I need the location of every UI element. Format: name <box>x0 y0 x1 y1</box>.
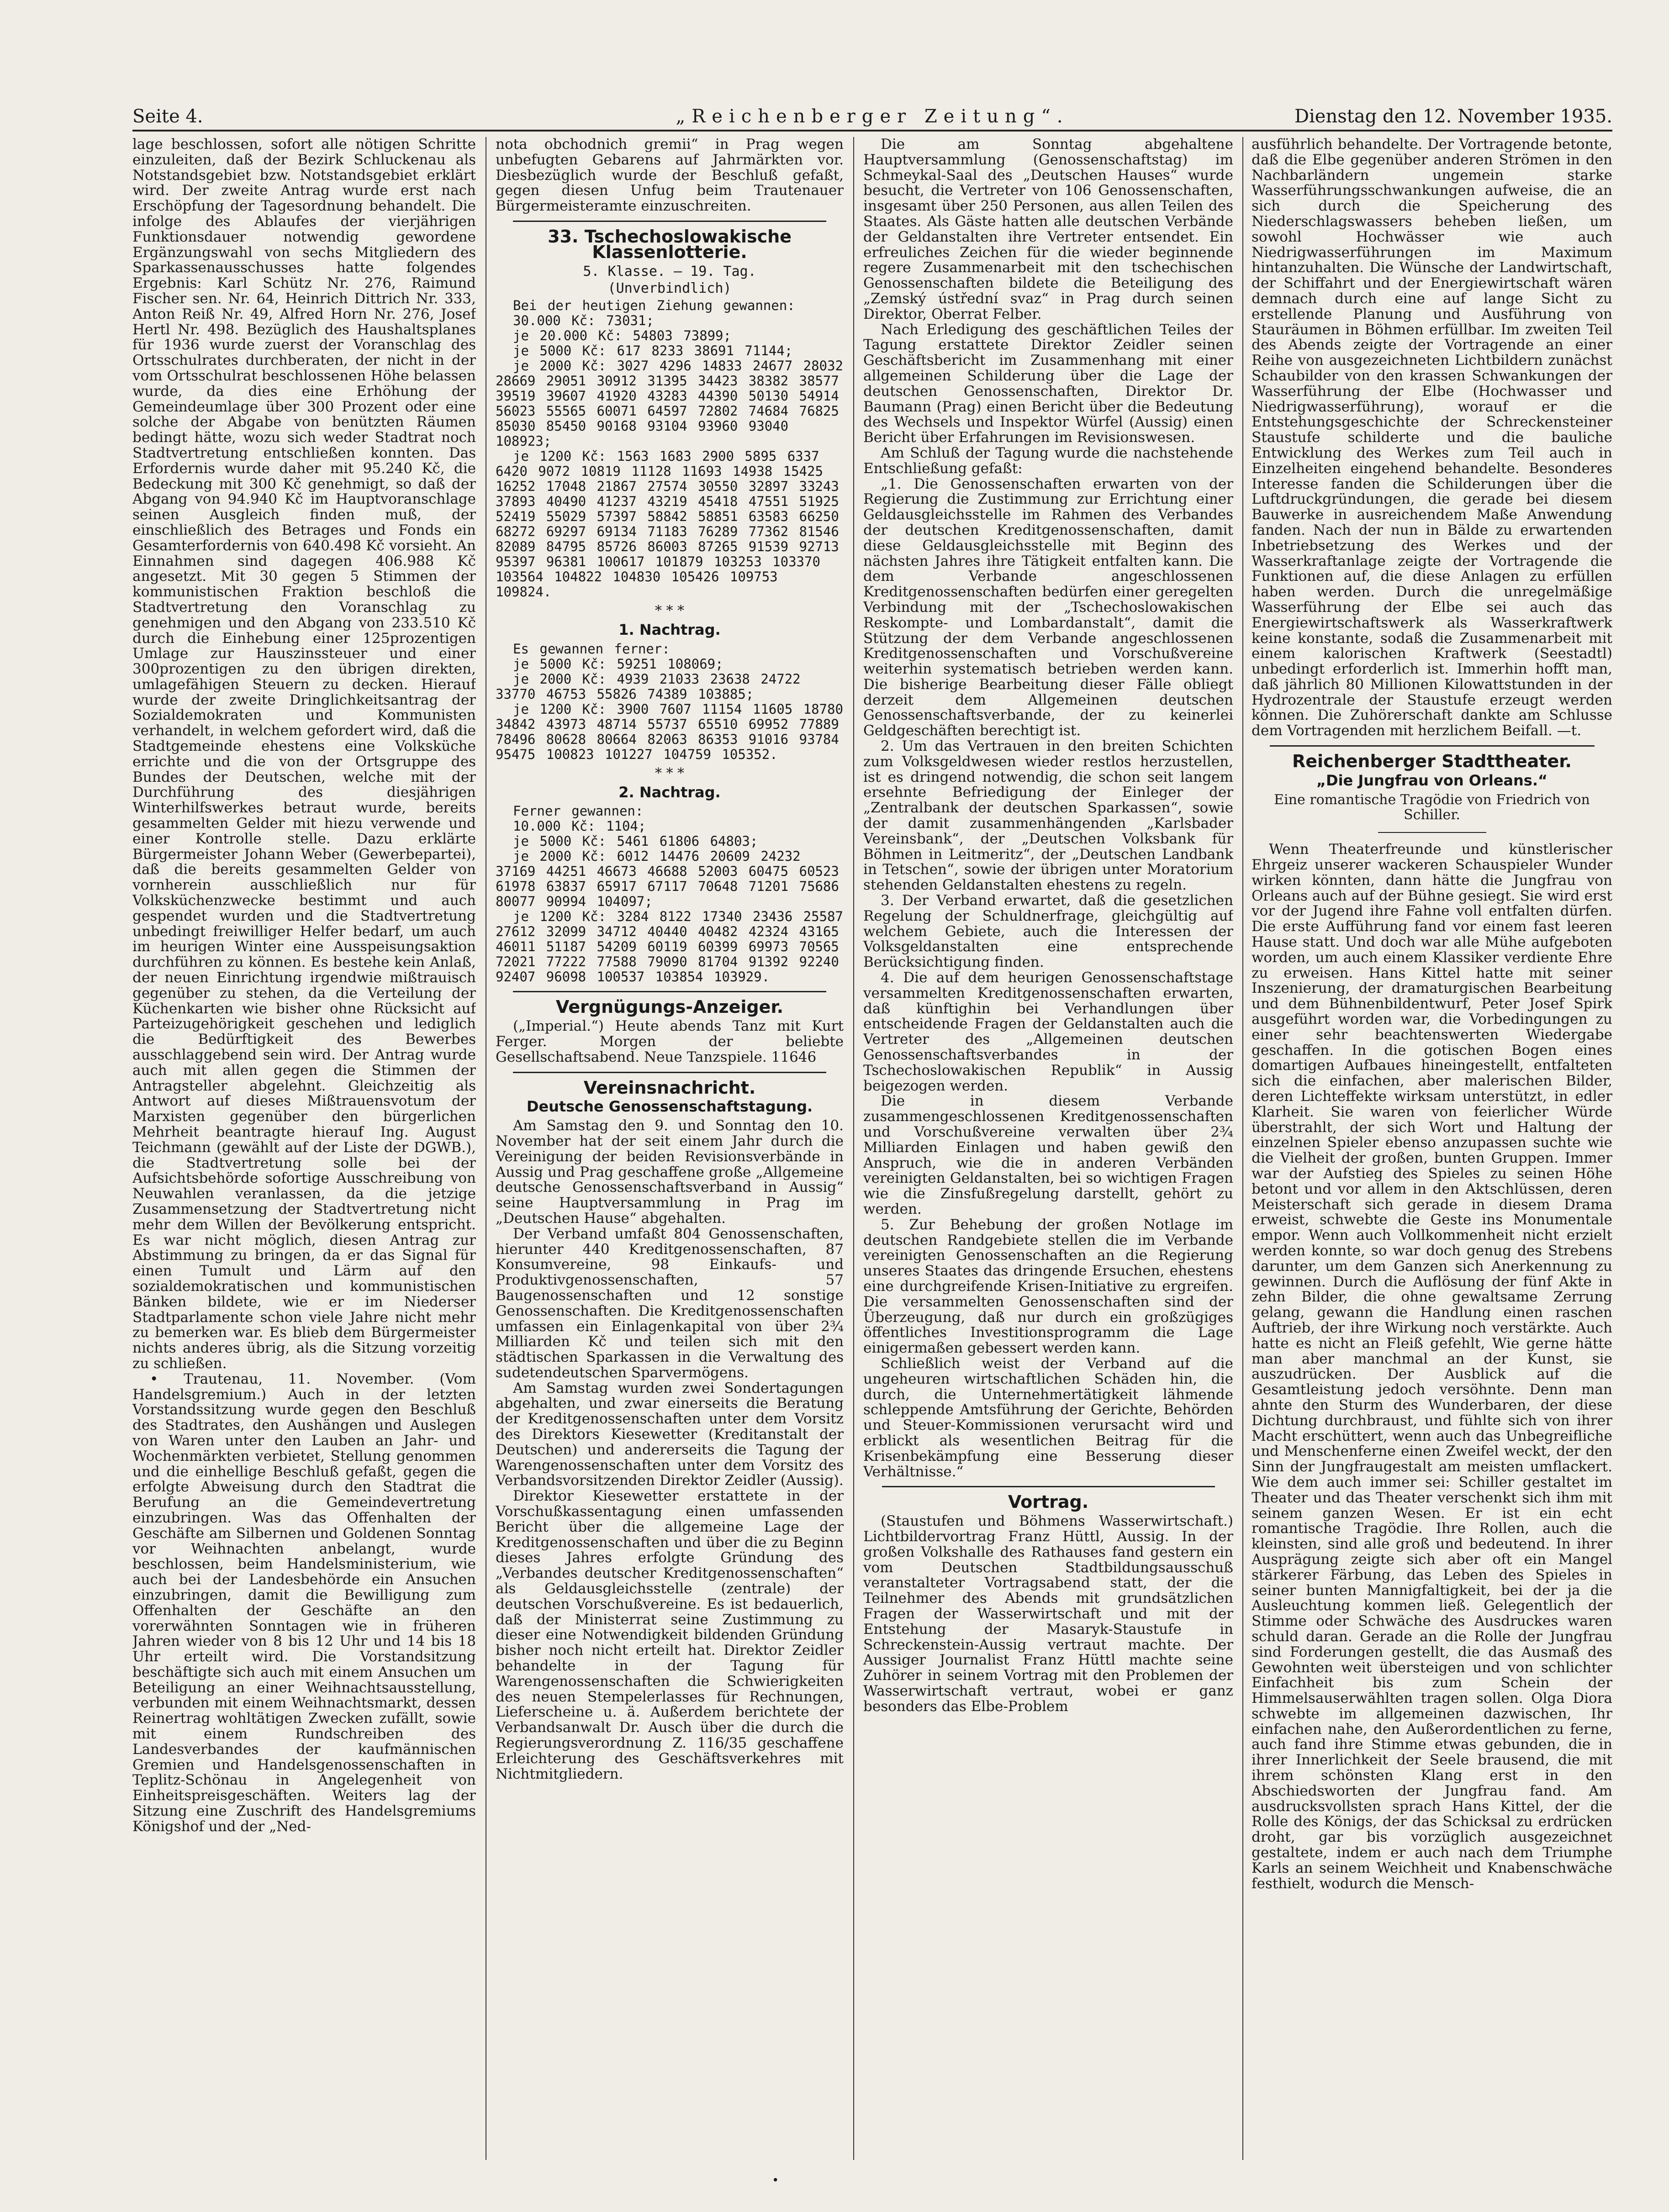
lottery-line: je 5000 Kč: 617 8233 38691 71144; <box>513 343 793 359</box>
article-paragraph: („Imperial.“) Heute abends Tanz mit Kurt Ferger. Morgen der beliebte Gesellschaftsabend. Neue Tanzspiele. 11646 <box>496 1018 844 1065</box>
article-paragraph: • Trautenau, 11. November. (Vom Handelsgremium.) Auch in der letzten Vorstandssitzung wurde gegen den Beschluß des Stadtrates, den Aushängen und Auslegen von Waren unter den Lauben an Jahr- und Wochenmärkten verbietet, Stellung genommen und die einhellige Beschluß gefaßt, gegen die erfolgte Abweisung durch den Stadtrat die Berufung an die Gemeindevertretung einzubringen. Was das Offenhalten der Geschäfte am Silbernen und Goldenen Sonntag vor Weihnachten anbelangt, wurde beschlossen, beim Handelsministerium, wie auch bei der Landesbehörde ein Ansuchen einzubringen, damit die Bewilligung zum Offenhalten der Geschäfte an den vorerwähnten Sonntagen wie in früheren Jahren wieder von 8 bis 12 Uhr und 14 bis 18 Uhr erteilt wird. Die Vorstandsitzung beschäftigte sich auch mit einem Ansuchen um Beteiligung an einer Weihnachtsausstellung, verbunden mit einem Weihnachtsmarkt, dessen Reinertrag wohltätigen Zwecken zufällt, sowie mit einem Rundschreiben des Landesverbandes der kaufmännischen Gremien und Handelsgenossenschaften in Teplitz-Schönau in Angelegenheit von Einheitspreisgeschäften. Weiters lag der Sitzung eine Zuschrift des Handelsgremiums Königshof und der „Ned- <box>132 1370 476 1835</box>
article-paragraph: Am Schluß der Tagung wurde die nachstehende Entschließung gefaßt: <box>863 444 1233 477</box>
club-subtitle: Deutsche Genossenschaftstagung. <box>526 1098 813 1116</box>
section-rule <box>882 1486 1215 1487</box>
column-2 <box>496 137 844 2160</box>
footer-mark: • <box>772 2174 779 2187</box>
article-paragraph: Am Samstag wurden zwei Sondertagungen abgehalten, und zwar einerseits die Beratung der Kreditgenossenschaften unter dem Vorsitz des Direktors Kiesewetter (Kreditanstalt der Deutschen) und andererseits die Tagung der Warengenossenschaften unter dem Vorsitz des Verbandsvorsitzenden Direktor Zeidler (Aussig). <box>496 1380 844 1489</box>
article-paragraph: Wenn Theaterfreunde und künstlerischer Ehrgeiz unserer wackeren Schauspieler Wunder wirken könnten, dann hätte die Jungfrau von Orleans auch auf der Bühne gesiegt. Sie wird erst vor der Jugend ihre Fahne voll entfalten dürfen. Die erste Aufführung fand vor einem fast leeren Hause statt. Und doch war alle Mühe aufgeboten worden, um auch einem Klassiker verdiente Ehre zu erweisen. Hans Kittel hatte mit seiner Inszenierung, der dramaturgischen Bearbeitung und dem Bühnenbildentwurf, Peter Josef Spirk ausgeführt worden war, die Vorbedingungen zu einer sehr beachtenswerten Wiedergabe geschaffen. In die gotischen Bogen eines domartigen Aufbaues hineingestellt, entfalteten sich die einfachen, aber malerischen Bilder, deren Lichteffekte wirksam unterstützt, in edler Klarheit. Sie waren von feierlicher Würde überstrahlt, der sich Wort und Haltung der einzelnen Spieler ebenso anzupassen suchte wie die Vielheit der großen, bunten Gruppen. Immer war der Aufstieg des Spieles zu seinen Höhe betont und vor allem in den Aktschlüssen, deren Meisterschaft sich gerade in diesem Drama erweist, schwebte die Geste ins Monumentale empor. Wenn auch Vollkommenheit nicht erzielt werden konnte, so war doch genug des Strebens darunter, um dem Ganzen sich Anerkennung zu gewinnen. Durch die Auflösung der fünf Akte in zehn Bilder, die ohne gewaltsame Zerrung gelang, gewann die Handlung einen raschen Auftrieb, der ihre Wirkung noch verstärkte. Auch hatte es nicht an Fleiß gefehlt, Wie gerne hätte man aber manchmal an der Kunst, sie auszudrücken. Der Ausblick auf die Gesamtleistung jedoch versöhnte. Denn man ahnte den Sturm des Wunderbaren, der diese Dichtung durchbraust, und fühlte sich von ihrer Macht erschüttert, wenn auch das Unbegreifliche und Menschenferne einen Zweifel weckt, der den Sinn der Jungfraugestalt am meisten umflackert. Wie dem auch immer sei: Schiller gestaltet im Theater und das Theater verschenkt sich ihm mit seinem ganzen Wesen. Er ist ein echt romantische Tragödie. Ihre Rollen, auch die kleinsten, sind alle groß und bedeutend. In ihrer Ausprägung zeigte sich aber oft ein Mangel stärkerer Färbung, das Leben des Spieles in seiner bunten Mannigfaltigkeit, bei der ja die Ausleuchtung kommen ließ. Gelegentlich der Stimme oder Schwäche des Ausdruckes waren schuld daran. Gerade an die Rolle der Jungfrau sind Forderungen gestellt, die das Ausmaß des Gewohnten weit übersteigen und von schlichter Einfachheit bis zum Schein der Himmelsauserwählten tragen sollen. Olga Diora schwebte im allgemeinen dazwischen, Ihr einfachen nahe, den Außerordentlichen zu ferne, auch fand ihre Stimme etwas gebunden, die in ihrer Innerlichkeit der Seele brausend, die mit ihrem schönsten Klang erst in den Abschiedsworten der Jungfrau fand. Am ausdrucksvollsten sprach Hans Kittel, der die Rolle des Königs, der das Schicksal zu erdrücken droht, gar bis vorzüglich ausgezeichnet gestaltete, indem er auch nach dem Triumphe Karls an seinem Weichheit und Knabenschwäche festhielt, wodurch die Mensch- <box>1252 841 1612 1892</box>
theater-title: Reichenberger Stadttheater. <box>1292 751 1572 772</box>
lottery-line: je 1200 Kč: 3284 8122 17340 23436 25587 27612 32099 34712 40440 40482 42324 43165 46011 51187 54209 60119 60399 69973 70565 72021 77222 77588 79090 81704 91392 92240 92407 96098 100537 103854 103929. <box>496 909 843 985</box>
article-paragraph: 3. Der Verband erwartet, daß die gesetzlichen Regelung der Schuldnerfrage, gleichgültig auf welchem Gebiete, auch die Interessen der Volksgeldanstalten eine entsprechende Berücksichtigung finden. <box>863 892 1233 971</box>
article-paragraph: (Staustufen und Böhmens Wasserwirtschaft.) Lichtbildervortrag Franz Hüttl, Aussig. In der großen Volkshalle des Rathauses fand gestern ein vom Deutschen Stadtbildungsausschuß veranstalteter Vortragsabend statt, der die Teilnehmer des Abends mit grundsätzlichen Fragen der Wasserwirtschaft und mit der Entstehung der Masaryk-Staustufe in Schreckenstein-Aussig vertraut machte. Der Aussiger Journalist Franz Hüttl machte seine Zuhörer in seinem Vortrag mit den Problemen der Wasserwirtschaft vertraut, wobei er ganz besonders das Elbe-Problem <box>863 1513 1233 1715</box>
lecture-title: Vortrag. <box>1008 1492 1089 1512</box>
article-paragraph: Die am Sonntag abgehaltene Hauptversammlung (Genossenschaftstag) im Schmeykal-Saal des „Deutschen Hauses“ wurde besucht, die Vertreter von 106 Genossenschaften, insgesamt über 250 Personen, aus allen Teilen des Staates. Als Gäste hatten alle deutschen Verbände der Geldanstalten ihre Vertreter entsendet. Ein erfreuliches Zeichen für die wieder beginnende regere Zusammenarbeit mit den tschechischen Genossenschaften bildete die Beteiligung des „Zemský ústřední svaz“ in Prag durch seinen Direktor, Oberrat Felber. <box>863 137 1233 322</box>
article-paragraph: „1. Die Genossenschaften erwarten von der Regierung die Zustimmung zur Errichtung einer Geldausgleichsstelle im Rahmen des Verbandes der deutschen Kreditgenossenschaften, damit diese Geldausgleichsstelle mit Beginn des nächsten Jahres ihre Tätigkeit entfalten kann. Die dem Verbande angeschlossenen Kreditgenossenschaften bedürfen einer geregelten Verbindung mit der „Tschechoslowakischen Reskompte- und Lombardanstalt“, damit die Stützung der dem Verbande angeschlossenen Kreditgenossenschaften und Vorschußvereine weiterhin systematisch betrieben werden kann. Die bisherige Bearbeitung dieser Fälle obliegt derzeit dem Allgemeinen deutschen Genossenschaftsverbande, der zu keinerlei Geldgeschäften berechtigt ist. <box>863 475 1233 739</box>
page-header <box>132 100 1612 132</box>
stars-divider: * * * <box>655 603 685 619</box>
section-rule <box>513 221 826 222</box>
article-paragraph: Der Verband umfaßt 804 Genossenschaften, hierunter 440 Kreditgenossenschaften, 87 Konsumvereine, 98 Einkaufs- und Produktivgenossenschaften, 57 Baugenossenschaften und 12 sonstige Genossenschaften. Die Kreditgenossenschaften umfassen ein Einlagenkapital von über 2¾ Milliarden Kč und teilen sich mit den städtischen Sparkassen in die Verwaltung des sudetendeutschen Sparvermögens. <box>496 1225 844 1381</box>
article-paragraph: Nach Erledigung des geschäftlichen Teiles der Tagung erstattete Direktor Zeidler seinen Geschäftsbericht im Zusammenhang mit einer allgemeinen Schilderung über die Lage der deutschen Genossenschaften, Direktor Dr. Baumann (Prag) einen Bericht über die Bedeutung des Wechsels und Inspektor Würfel (Aussig) einen Bericht über Erfahrungen im Revisionswesen. <box>863 321 1233 446</box>
theater-subtitle: Eine romantische Tragödie von Friedrich von Schiller. <box>1274 791 1590 823</box>
lottery-line: 30.000 Kč: 73031; <box>513 313 654 329</box>
lottery-line: je 20.000 Kč: 54803 73899; <box>513 328 731 344</box>
supplement-title: 1. Nachtrag. <box>618 621 721 638</box>
amusement-title: Vergnügungs-Anzeiger. <box>555 997 784 1017</box>
article-paragraph: nota obchodnich gremii“ in Prag wegen unbefugten Gebarens auf Jahrmärkten vor. Diesbezüglich wurde der Beschluß gefaßt, gegen diesen Unfug beim Trautenauer Bürgermeisteramte einzuschreiten. <box>496 137 844 215</box>
lottery-lead: Es gewannen ferner: <box>513 641 670 657</box>
section-rule <box>513 1072 826 1073</box>
theater-play-title: „Die Jungfrau von Orleans.“ <box>1316 771 1548 789</box>
lottery-line: je 1200 Kč: 3900 7607 11154 11605 18780 34842 43973 48714 55737 65510 69952 77889 78496 80628 80664 82063 86353 91016 93784 95475 100823 101227 104759 105352. <box>496 701 843 762</box>
lottery-class: 5. Klasse. — 19. Tag. <box>583 263 756 279</box>
column-divider <box>1242 137 1243 2160</box>
article-paragraph: Die in diesem Verbande zusammengeschlossenen Kreditgenossenschaften und Vorschußvereine verwalten über 2¾ Milliarden Einlagen und haben gewiß den Anspruch, wie die in anderen Verbänden vereinigten Geldanstalten, bei so wichtigen Fragen wie die Zinsfußregelung darstellt, gehört zu werden. <box>863 1093 1233 1217</box>
column-3 <box>863 137 1233 2160</box>
header-rule <box>132 130 1612 132</box>
issue-date: Dienstag den 12. November 1935. <box>1294 106 1612 127</box>
lottery-line: je 2000 Kč: 6012 14476 20609 24232 37169 44251 46673 46688 52003 60475 60523 61978 63837 65917 67117 70648 71201 75686 80077 90994 104097; <box>496 848 839 910</box>
lottery-lead: Ferner gewannen: <box>513 803 644 819</box>
club-title: Vereinsnachricht. <box>583 1077 756 1098</box>
lottery-lead: Bei der heutigen Ziehung gewannen: <box>513 298 795 314</box>
section-rule <box>1270 745 1595 747</box>
lottery-note: (Unverbindlich) <box>607 280 732 297</box>
article-paragraph: 2. Um das Vertrauen in den breiten Schichten zum Volksgeldwesen wieder restlos herzustellen, ist es dringend notwendig, die schon seit langem ersehnte Befriedigung der Einleger der „Zentralbank der deutschen Sparkassen“, sowie der damit zusammenhängenden „Karlsbader Vereinsbank“, der „Deutschen Volksbank für Böhmen in Leitmeritz“, der „Deutschen Landbank in Tetschen“, sowie der übrigen unter Moratorium stehenden Geldanstalten ehestens zu regeln. <box>863 738 1233 894</box>
supplement-title: 2. Nachtrag. <box>618 783 721 801</box>
section-rule <box>513 991 826 992</box>
lottery-line: je 1200 Kč: 1563 1683 2900 5895 6337 6420 9072 10819 11128 11693 14938 15425 16252 17048 21867 27574 30550 32897 33243 37893 40490 41237 43219 45418 47551 51925 52419 55029 57397 58842 58851 63583 66250 68272 69297 69134 71183 76289 77362 81546 82089 84795 85726 86003 87265 91539 92713 95397 96381 100617 101879 103253 103370 103564 104822 104830 105426 109753 109824. <box>496 448 839 600</box>
article-paragraph: 5. Zur Behebung der großen Notlage im deutschen Randgebiete stellen die im Verbande vereinigten Genossenschaften an die Regierung unseres Staates das dringende Ersuchen, ehestens eine durchgreifende Krisen-Initiative zu ergreifen. Die versammelten Genossenschaften sind der Überzeugung, daß nur durch ein großzügiges öffentliches Investitionsprogramm die Lage einigermaßen gebessert werden kann. <box>863 1216 1233 1357</box>
page-label: Seite 4. <box>132 106 203 127</box>
section-rule <box>1378 832 1486 833</box>
stars-divider: * * * <box>655 765 685 781</box>
lottery-line: je 2000 Kč: 3027 4296 14833 24677 28032 28669 29051 30912 31395 34423 38382 38577 39519 39607 41920 43283 44390 50130 54914 56023 55565 60071 64597 72802 74684 76825 85030 85450 90168 93104 93960 93040 108923; <box>496 358 843 449</box>
column-divider <box>853 137 854 2160</box>
article-paragraph: Schließlich weist der Verband auf die ungeheuren wirtschaftlichen Schäden hin, die durch, die Unternehmertätigkeit lähmende schleppende Amtsführung der Gerichte, Behörden und Steuer-Kommissionen verursacht wird und erblickt als wesentlichen Beitrag für die Krisenbekämpfung eine Besserung dieser Verhältnisse.“ <box>863 1355 1233 1480</box>
article-paragraph: 4. Die auf dem heurigen Genossenschaftstage versammelten Kreditgenossenschaften erwarten, daß künftighin bei Verhandlungen über entscheidende Fragen der Geldanstalten auch die Vertreter des „Allgemeinen deutschen Genossenschaftsverbandes in der Tschechoslowakischen Republik“ in Aussig beigezogen werden. <box>863 969 1233 1094</box>
lottery-line: 10.000 Kč: 1104; <box>513 818 646 834</box>
lottery-line: je 2000 Kč: 4939 21033 23638 24722 33770 46753 55826 74389 103885; <box>496 671 801 702</box>
article-paragraph: Direktor Kiesewetter erstattete in der Vorschußkassentagung einen umfassenden Bericht über die allgemeine Lage der Kreditgenossenschaften und über die zu Beginn dieses Jahres erfolgte Gründung des „Verbandes deutscher Kreditgenossenschaften“ als Geldausgleichsstelle (zentrale) der deutschen Vorschußvereine. Es ist bedauerlich, daß der Ministerrat seine Zustimmung zu dieser eine Notwendigkeit bildenden Gründung bisher noch nicht erteilt hat. Direktor Zeidler behandelte in der Tagung für Warengenossenschaften die Schwierigkeiten des neuen Stempelerlasses für Rechnungen, Lieferscheine u. ä. Außerdem berichtete der Verbandsanwalt Dr. Ausch über die durch die Regierungsverordnung Z. 116/35 geschaffene Erleichterung des Geschäftsverkehres mit Nichtmitgliedern. <box>496 1488 844 1782</box>
column-1 <box>132 137 476 2160</box>
column-4 <box>1252 137 1612 2160</box>
lottery-line: je 5000 Kč: 59251 108069; <box>513 656 724 672</box>
newspaper-title: „Reichenberger Zeitung“. <box>676 106 1069 127</box>
article-paragraph: Am Samstag den 9. und Sonntag den 10. November hat der seit einem Jahr durch die Vereinigung der beiden Revisionsverbände in Aussig und Prag geschaffene große „Allgemeine deutsche Genossenschaftsverband in Aussig“ seine Hauptversammlung in Prag im „Deutschen Hause“ abgehalten. <box>496 1117 844 1227</box>
lottery-title: 33. Tschechoslowakische Klassenlotterie. <box>548 226 792 262</box>
lottery-line: je 5000 Kč: 5461 61806 64803; <box>513 833 758 849</box>
article-paragraph: lage beschlossen, sofort alle nötigen Schritte einzuleiten, daß der Bezirk Schluckenau als Notstandsgebiet bzw. Notstandsgebiet erklärt wird. Der zweite Antrag wurde erst nach Erschöpfung der Tagesordnung behandelt. Die infolge des Ablaufes der vierjährigen Funktionsdauer notwendig gewordene Ergänzungswahl von sechs Mitgliedern des Sparkassenausschusses hatte folgendes Ergebnis: Karl Schütz Nr. 276, Raimund Fischer sen. Nr. 64, Heinrich Dittrich Nr. 333, Anton Reiß Nr. 49, Alfred Horn Nr. 276, Josef Hertl Nr. 498. Bezüglich des Haushaltsplanes für 1936 wurde zuerst der Voranschlag des Ortsschulrates durchberaten, der nicht in der vom Ortsschulrat beschlossenen Höhe belassen wurde, da dies eine Erhöhung der Gemeindeumlage über 300 Prozent oder eine solche der Abgabe von benützten Räumen bedingt hätte, wozu sich weder Stadtrat noch Stadtvertretung entschließen konnten. Das Erfordernis wurde daher mit 95.240 Kč, die Bedeckung mit 300 Kč genehmigt, so daß der Abgang von 94.940 Kč im Hauptvoranschlage seinen Ausgleich finden muß, der einschließlich des Betrages und Fonds ein Gesamterfordernis von 640.498 Kč vorsieht. An Einnahmen sind dagegen 406.988 Kč angesetzt. Mit 30 gegen 5 Stimmen der kommunistischen Fraktion beschloß die Stadtvertretung den Voranschlag zu genehmigen und den Abgang von 233.510 Kč durch die Einhebung einer 125prozentigen Umlage zur Hauszinssteuer und einer 300prozentigen zu den übrigen direkten, umlagefähigen Steuern zu decken. Hierauf wurde der zweite Dringlichkeitsantrag der Sozialdemokraten und Kommunisten verhandelt, in welchem gefordert wird, daß die Stadtgemeinde ehestens eine Volksküche errichte und die von der Ortsgruppe des Bundes der Deutschen, welche mit der Durchführung des diesjährigen Winterhilfswerkes betraut wurde, bereits gesammelten Gelder mit hiezu verwende und einer Kontrolle stelle. Dazu erklärte Bürgermeister Johann Weber (Gewerbepartei), daß die bereits gesammelten Gelder von vornherein ausschließlich nur für Volksküchenzwecke bestimmt und auch gespendet wurden und die Stadtvertretung unbedingt freiwilliger Helfer bedarf, um auch im heurigen Winter eine Ausspeisungsaktion durchführen zu können. Es bestehe kein Anlaß, der neuen Einrichtung irgendwie mißtrauisch gegenüber zu stehen, da die Verteilung der Küchenkarten wie bisher ohne Rücksicht auf Parteizugehörigkeit geschehen und lediglich die Bedürftigkeit des Bewerbes ausschlaggebend sein wird. Der Antrag wurde auch mit allen gegen die Stimmen der Antragsteller abgelehnt. Gleichzeitig als Antwort auf dieses Mißtrauensvotum der Marxisten gegenüber den bürgerlichen Mehrheit beantragte hierauf Ing. August Teichmann (gewählt auf der Liste der DGWB.), die Stadtvertretung solle bei der Aufsichtsbehörde sofortige Ausschreibung von Neuwahlen veranlassen, da die jetzige Zusammensetzung der Stadtvertretung nicht mehr dem Willen der Bevölkerung entspricht. Es war nicht möglich, diesen Antrag zur Abstimmung zu bringen, da er das Signal für einen Tumult und Lärm auf den sozialdemokratischen und kommunistischen Bänken bildete, wie er im Niederser Stadtparlamente schon viele Jahre nicht mehr zu bemerken war. Es blieb dem Bürgermeister nichts anderes übrig, als die Sitzung vorzeitig zu schließen. <box>132 137 476 1372</box>
article-paragraph: ausführlich behandelte. Der Vortragende betonte, daß die Elbe gegenüber anderen Strömen in den Nachbarländern ungemein starke Wasserführungsschwankungen aufweise, die an sich durch die Speicherung des Niederschlagswassers beheben ließen, um sowohl Hochwässer wie auch Niedrigwasserführungen im Maximum hintanzuhalten. Die Wünsche der Landwirtschaft, der Schiffahrt und der Energiewirtschaft wären demnach durch eine auf lange Sicht zu erstellende Planung und Ausführung von Stauräumen in Böhmen erfüllbar. Im zweiten Teil des Abends zeigte der Vortragende an einer Reihe von ausgezeichneten Lichtbildern zunächst Schaubilder von den krassen Schwankungen der Wasserführung der Elbe (Hochwasser und Niedrigwasserführung), worauf er die Entstehungsgeschichte der Schreckensteiner Staustufe schilderte und die bauliche Entwicklung des Werkes zum Teil auch in Einzelheiten eingehend behandelte. Besonderes Interesse fanden die Schilderungen über die Luftdruckgründungen, die gerade bei diesem Bauwerke in ausreichendem Maße Anwendung fanden. Nach der nun in Bälde zu erwartenden Inbetriebsetzung des Werkes und der Wasserkraftanlage zeigte der Vortragende die Funktionen auf, die diese Anlagen zu erfüllen haben werden. Durch die unregelmäßige Wasserführung der Elbe sei auch das Energiewirtschaftswerk als Wasserkraftwerk keine konstante, sodaß die Zusammenarbeit mit einem kalorischen Kraftwerk (Seestadtl) unbedingt erforderlich ist. Immerhin hofft man, daß jährlich 80 Millionen Kilowattstunden in der Hydrozentrale der Staustufe erzeugt werden können. Die Zuhörerschaft dankte am Schlusse dem Vortragenden mit herzlichem Beifall. —t. <box>1252 137 1612 739</box>
